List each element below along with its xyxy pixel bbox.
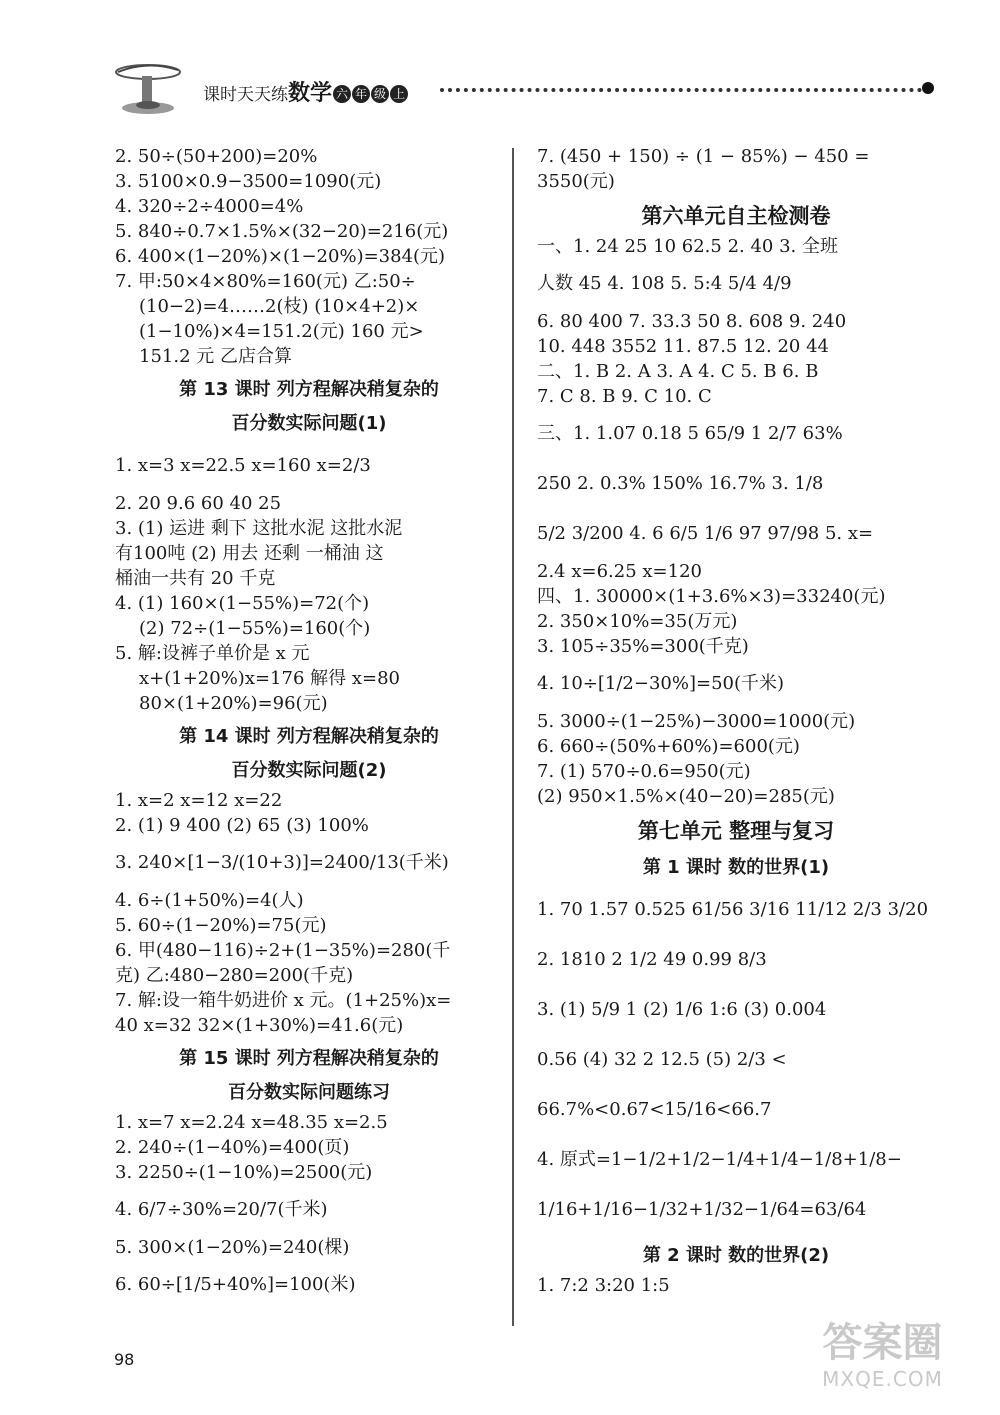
answer-line: 4. 原式=1−1/2+1/2−1/4+1/4−1/8+1/8−: [537, 1149, 902, 1170]
page-header: [100, 58, 940, 118]
answer-line: 4. 10÷[1/2−30%]=50(千米): [537, 673, 785, 694]
answer-line: 6. 400×(1−20%)×(1−20%)=384(元): [115, 246, 446, 267]
page-number: 98: [114, 1350, 135, 1369]
watermark: [795, 1318, 970, 1398]
answer-line: 6. 660÷(50%+60%)=600(元): [537, 736, 800, 757]
answer-line: 2. 240÷(1−40%)=400(页): [115, 1137, 350, 1158]
column-divider: [512, 148, 514, 1326]
answer-line: 桶油一共有 20 千克: [115, 568, 276, 589]
answer-line: 3. 105÷35%=300(千克): [537, 636, 749, 657]
answer-line: (1−10%)×4=151.2(元) 160 元>: [139, 321, 424, 342]
answer-line: 66.7%<0.67<15/16<66.7: [537, 1099, 772, 1120]
answer-line: 2.4 x=6.25 x=120: [537, 561, 702, 582]
answer-line: 0.56 (4) 32 2 12.5 (5) 2/3 <: [537, 1049, 787, 1070]
answer-line: (10−2)=4……2(枝) (10×4+2)×: [139, 296, 420, 317]
answer-line: 2. 20 9.6 60 40 25: [115, 493, 282, 514]
answer-line: 5. 840÷0.7×1.5%×(32−20)=216(元): [115, 221, 449, 242]
answer-line: 4. 320÷2÷4000=4%: [115, 196, 304, 217]
unit-title: 第六单元自主检测卷: [641, 204, 831, 228]
answer-line: 3. 5100×0.9−3500=1090(元): [115, 171, 382, 192]
grade-char: 六: [333, 85, 351, 103]
grade-char: 上: [390, 85, 408, 103]
answer-line: 1. 7:2 3:20 1:5: [537, 1275, 670, 1296]
answer-line: 5/2 3/200 4. 6 6/5 1/6 97 97/98 5. x=: [537, 523, 874, 544]
answer-line: 80×(1+20%)=96(元): [139, 693, 328, 714]
answer-line: 2. 1810 2 1/2 49 0.99 8/3: [537, 949, 767, 970]
answer-line: 1. x=7 x=2.24 x=48.35 x=2.5: [115, 1112, 388, 1133]
answer-line: 6. 60÷[1/5+40%]=100(米): [115, 1274, 356, 1295]
answer-line: 4. 6/7÷30%=20/7(千米): [115, 1199, 328, 1220]
answer-line: (2) 950×1.5%×(40−20)=285(元): [537, 786, 835, 807]
answer-line: 二、1. B 2. A 3. A 4. C 5. B 6. B: [537, 361, 819, 382]
answer-line: 有100吨 (2) 用去 还剩 一桶油 这: [115, 543, 384, 564]
answer-line: 四、1. 30000×(1+3.6%×3)=33240(元): [537, 586, 886, 607]
lesson-title: 第 1 课时 数的世界(1): [642, 857, 830, 878]
header-subject: 数学: [288, 81, 333, 106]
answer-line: 3550(元): [537, 171, 615, 192]
answer-line: 3. (1) 5/9 1 (2) 1/6 1:6 (3) 0.004: [537, 999, 827, 1020]
answer-line: 7. 甲:50×4×80%=160(元) 乙:50÷: [115, 271, 416, 292]
answer-line: 克) 乙:480−280=200(千克): [115, 965, 354, 986]
answer-line: 5. 60÷(1−20%)=75(元): [115, 915, 327, 936]
answer-line: 5. 300×(1−20%)=240(棵): [115, 1237, 350, 1258]
header-prefix: 课时天天练: [203, 85, 288, 105]
answer-line: 3. 2250÷(1−10%)=2500(元): [115, 1162, 373, 1183]
header-dot-icon: [922, 82, 934, 94]
answer-line: x+(1+20%)x=176 解得 x=80: [139, 668, 400, 689]
answer-line: 6. 80 400 7. 33.3 50 8. 608 9. 240: [537, 311, 847, 332]
lesson-title: 第 14 课时 列方程解决稍复杂的: [179, 726, 439, 747]
lesson-title: 第 15 课时 列方程解决稍复杂的: [179, 1048, 439, 1069]
left-column: [115, 144, 503, 1310]
answer-line: 40 x=32 32×(1+30%)=41.6(元): [115, 1015, 404, 1036]
answer-line: 6. 甲(480−116)÷2+(1−35%)=280(千: [115, 940, 451, 961]
answer-line: (2) 72÷(1−55%)=160(个): [139, 618, 371, 639]
unit-title: 第七单元 整理与复习: [637, 819, 835, 843]
answer-line: 7. (450 + 150) ÷ (1 − 85%) − 450 =: [537, 146, 870, 167]
lesson-title: 百分数实际问题练习: [228, 1082, 390, 1103]
answer-line: 三、1. 1.07 0.18 5 65/9 1 2/7 63%: [537, 423, 843, 444]
answer-line: 151.2 元 乙店合算: [139, 346, 292, 367]
answer-line: 5. 解:设裤子单价是 x 元: [115, 643, 310, 664]
answer-line: 4. (1) 160×(1−55%)=72(个): [115, 593, 370, 614]
answer-line: 7. 解:设一箱牛奶进价 x 元。(1+25%)x=: [115, 990, 452, 1011]
lesson-title: 百分数实际问题(2): [231, 760, 387, 781]
answer-line: 3. (1) 运进 剩下 这批水泥 这批水泥: [115, 518, 403, 539]
header-dotted-rule: [440, 88, 930, 92]
answer-line: 1. x=3 x=22.5 x=160 x=2/3: [115, 455, 371, 476]
answer-line: 一、1. 24 25 10 62.5 2. 40 3. 全班: [537, 236, 838, 257]
grade-char: 级: [371, 85, 389, 103]
answer-line: 1. x=2 x=12 x=22: [115, 790, 283, 811]
answer-line: 4. 6÷(1+50%)=4(人): [115, 890, 304, 911]
grade-char: 年: [352, 85, 370, 103]
lesson-title: 百分数实际问题(1): [231, 413, 387, 434]
answer-line: 2. (1) 9 400 (2) 65 (3) 100%: [115, 815, 369, 836]
answer-line: 10. 448 3552 11. 87.5 12. 20 44: [537, 336, 829, 357]
answer-line: 5. 3000÷(1−25%)−3000=1000(元): [537, 711, 856, 732]
watermark-main: 答案圈: [822, 1320, 943, 1366]
answer-line: 3. 240×[1−3/(10+3)]=2400/13(千米): [115, 852, 449, 873]
answer-line: 7. C 8. B 9. C 10. C: [537, 386, 712, 407]
answer-line: 人数 45 4. 108 5. 5:4 5/4 4/9: [537, 273, 792, 294]
right-column: [537, 144, 935, 1298]
answer-line: 7. (1) 570÷0.6=950(元): [537, 761, 751, 782]
answer-line: 2. 50÷(50+200)=20%: [115, 146, 318, 167]
header-title: [203, 76, 408, 107]
lesson-title: 第 2 课时 数的世界(2): [642, 1245, 830, 1266]
telescope-logo-icon: [108, 58, 198, 118]
answer-line: 1/16+1/16−1/32+1/32−1/64=63/64: [537, 1199, 867, 1220]
answer-line: 2. 350×10%=35(万元): [537, 611, 738, 632]
lesson-title: 第 13 课时 列方程解决稍复杂的: [179, 379, 439, 400]
answer-line: 250 2. 0.3% 150% 16.7% 3. 1/8: [537, 473, 824, 494]
watermark-sub: MXQE.COM: [822, 1367, 943, 1391]
answer-line: 1. 70 1.57 0.525 61/56 3/16 11/12 2/3 3/20: [537, 899, 929, 920]
